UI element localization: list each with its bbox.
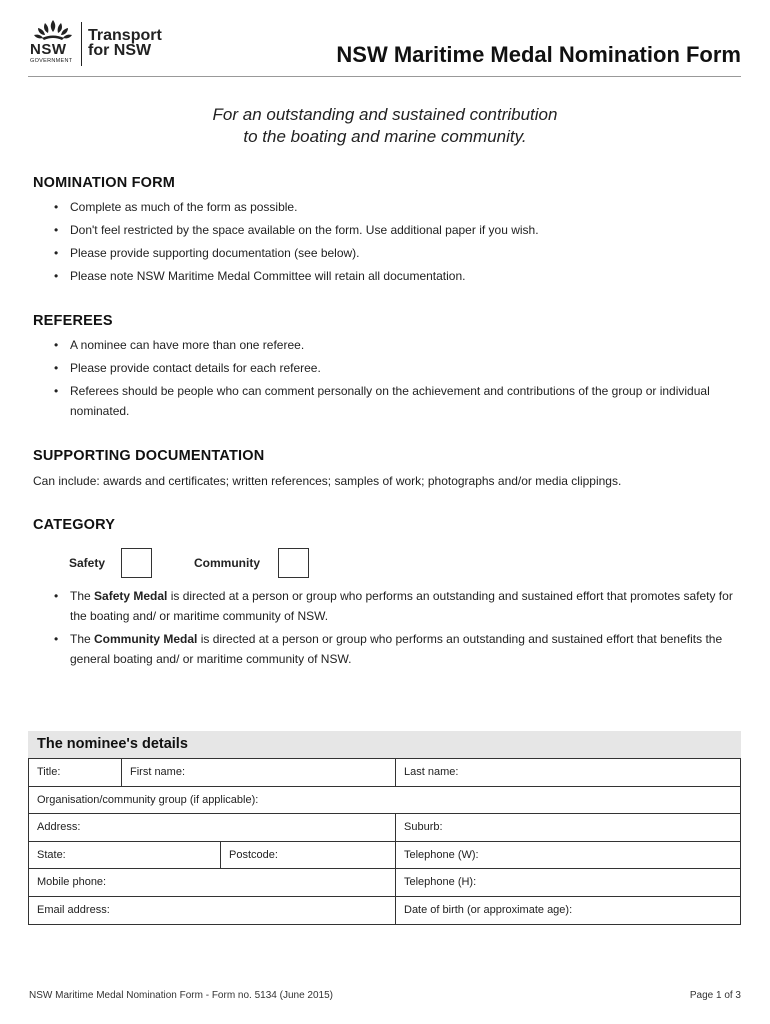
safety-desc-rest: is directed at a person or group who performs an outstanding and sustained effort that promotes safety for the boating and/ or maritime community of NSW. xyxy=(70,589,733,623)
postcode-field[interactable]: Postcode: xyxy=(229,848,278,861)
table-row xyxy=(29,814,740,842)
footer-form-info: NSW Maritime Medal Nomination Form - Form no. 5134 (June 2015) xyxy=(29,990,333,1001)
mobile-phone-field[interactable]: Mobile phone: xyxy=(37,876,107,888)
community-medal-description xyxy=(54,629,744,669)
state-field[interactable]: State: xyxy=(37,848,66,861)
category-heading: CATEGORY xyxy=(33,517,116,533)
nominee-details-heading: The nominee's details xyxy=(37,736,188,752)
safety-medal-description xyxy=(54,586,744,626)
first-name-field[interactable]: First name: xyxy=(130,766,186,778)
nominee-details-table xyxy=(28,758,741,925)
list-item: • Please provide contact details for each referee. xyxy=(54,358,744,378)
telephone-w-field[interactable]: Telephone (W): xyxy=(404,848,479,861)
community-desc-rest: is directed at a person or group who performs an outstanding and sustained effort that benefits the general boating and/ or maritime community of NSW. xyxy=(70,632,723,666)
email-field[interactable]: Email address: xyxy=(37,903,110,916)
referees-list xyxy=(54,335,744,424)
nomination-form-heading: NOMINATION FORM xyxy=(33,175,176,191)
page-title: NSW Maritime Medal Nomination Form xyxy=(336,42,741,67)
intro-tagline xyxy=(0,104,770,148)
address-field[interactable]: Address: xyxy=(37,821,81,833)
logo-divider xyxy=(81,22,82,66)
last-name-field[interactable]: Last name: xyxy=(404,766,459,778)
table-row xyxy=(29,842,740,870)
table-row xyxy=(29,897,740,925)
supporting-documentation-text: Can include: awards and certificates; written references; samples of work; photographs and/or media clippings. xyxy=(33,474,622,488)
table-row xyxy=(29,787,740,815)
date-of-birth-field[interactable]: Date of birth (or approximate age): xyxy=(404,903,573,916)
safety-checkbox[interactable] xyxy=(121,548,152,578)
logo-agency-line1: Transport xyxy=(88,27,162,44)
list-item: • Referees should be people who can comment personally on the achievement and contributions of the group or individual nominated. xyxy=(54,381,744,421)
logo-government-text: GOVERNMENT xyxy=(30,58,73,64)
community-desc-prefix: The xyxy=(70,632,95,646)
telephone-h-field[interactable]: Telephone (H): xyxy=(404,876,477,888)
list-item: • Complete as much of the form as possible. xyxy=(54,197,744,217)
referees-heading: REFEREES xyxy=(33,313,113,329)
title-divider xyxy=(28,76,741,77)
title-field[interactable]: Title: xyxy=(37,766,61,778)
table-row xyxy=(29,869,740,897)
organisation-field[interactable]: Organisation/community group (if applicable): xyxy=(37,793,259,806)
list-item: • Don't feel restricted by the space available on the form. Use additional paper if you wish. xyxy=(54,220,744,240)
safety-medal-name: Safety Medal xyxy=(94,589,168,603)
page-number: Page 1 of 3 xyxy=(689,990,741,1001)
community-medal-name: Community Medal xyxy=(94,632,198,646)
logo-agency-name xyxy=(88,28,162,58)
intro-line-2: to the boating and marine community. xyxy=(243,127,527,146)
logo-nsw-text: NSW xyxy=(30,41,67,58)
table-row xyxy=(29,759,740,787)
list-item: • A nominee can have more than one referee. xyxy=(54,335,744,355)
transport-for-nsw-logo xyxy=(28,18,168,70)
safety-desc-prefix: The xyxy=(70,589,95,603)
safety-label: Safety xyxy=(69,556,106,570)
logo-agency-line2: for NSW xyxy=(88,42,152,59)
list-item: • Please provide supporting documentation (see below). xyxy=(54,243,744,263)
nominee-details-header xyxy=(28,731,741,758)
community-checkbox[interactable] xyxy=(278,548,309,578)
supporting-documentation-heading: SUPPORTING DOCUMENTATION xyxy=(33,448,265,464)
list-item: • Please note NSW Maritime Medal Committee will retain all documentation. xyxy=(54,266,744,286)
nomination-form-list xyxy=(54,197,744,289)
community-label: Community xyxy=(194,556,260,570)
intro-line-1: For an outstanding and sustained contribution xyxy=(212,105,558,124)
suburb-field[interactable]: Suburb: xyxy=(404,821,443,833)
category-descriptions xyxy=(54,586,744,672)
